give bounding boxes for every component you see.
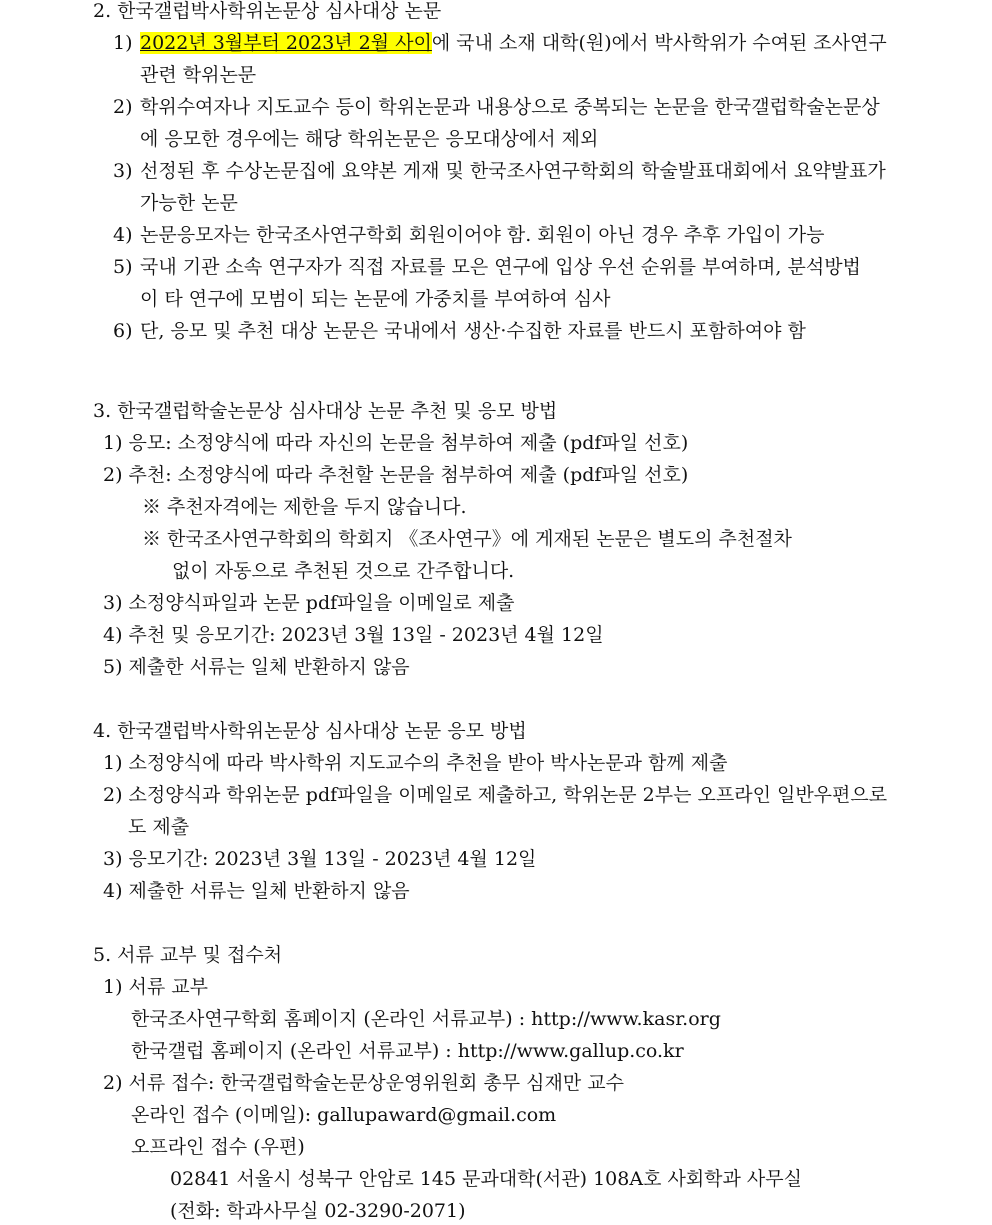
section-4-item-3: 3) 응모기간: 2023년 3월 13일 - 2023년 4월 12일 xyxy=(103,848,537,870)
online-submission-line: 온라인 접수 (이메일): gallupaward@gmail.com xyxy=(131,1104,557,1126)
section-3-item-1: 1) 응모: 소정양식에 따라 자신의 논문을 첨부하여 제출 (pdf파일 선호) xyxy=(103,432,689,454)
offline-submission-line: 오프라인 접수 (우편) xyxy=(131,1136,305,1158)
section-4-item-2: 2) 소정양식과 학위논문 pdf파일을 이메일로 제출하고, 학위논문 2부는 오프라인 일반우편으로 xyxy=(103,784,888,806)
kasr-homepage-line: 한국조사연구학회 홈페이지 (온라인 서류교부) : http://www.kasr.org xyxy=(131,1008,721,1030)
section-4-item-2-continuation: 도 제출 xyxy=(128,816,190,838)
section-5-item-2: 2) 서류 접수: 한국갤럽학술논문상운영위원회 총무 심재만 교수 xyxy=(103,1072,624,1094)
section-3-heading: 3. 한국갤럽학술논문상 심사대상 논문 추천 및 응모 방법 xyxy=(93,400,558,422)
section-3-note-1: ※ 추천자격에는 제한을 두지 않습니다. xyxy=(142,496,467,518)
section-3-item-3: 3) 소정양식파일과 논문 pdf파일을 이메일로 제출 xyxy=(103,592,515,614)
section-2-item-5: 국내 기관 소속 연구자가 직접 자료를 모은 연구에 입상 우선 순위를 부여하며, 분석방법 xyxy=(140,256,861,278)
section-3-note-2-continuation: 없이 자동으로 추천된 것으로 간주합니다. xyxy=(172,560,515,582)
section-2-item-3-continuation: 가능한 논문 xyxy=(140,192,238,214)
section-2-item-5-number: 5) xyxy=(113,256,133,278)
gallup-homepage-line: 한국갤럽 홈페이지 (온라인 서류교부) : http://www.gallup.co.kr xyxy=(131,1040,684,1062)
office-phone: (전화: 학과사무실 02-3290-2071) xyxy=(170,1200,466,1222)
section-2-item-4: 논문응모자는 한국조사연구학회 회원이어야 함. 회원이 아닌 경우 추후 가입이 가능 xyxy=(140,224,825,246)
section-2-item-1-rest: 에 국내 소재 대학(원)에서 박사학위가 수여된 조사연구 xyxy=(431,32,887,54)
highlighted-date-range: 2022년 3월부터 2023년 2월 사이 xyxy=(140,32,432,54)
section-2-item-6: 단, 응모 및 추천 대상 논문은 국내에서 생산·수집한 자료를 반드시 포함하여야 함 xyxy=(140,320,806,342)
section-2-item-2-continuation: 에 응모한 경우에는 해당 학위논문은 응모대상에서 제외 xyxy=(140,128,599,150)
section-2-item-3: 선정된 후 수상논문집에 요약본 게재 및 한국조사연구학회의 학술발표대회에서 요약발표가 xyxy=(140,160,886,182)
section-3-item-4: 4) 추천 및 응모기간: 2023년 3월 13일 - 2023년 4월 12일 xyxy=(103,624,604,646)
section-2-item-1 xyxy=(140,29,887,57)
section-4-heading: 4. 한국갤럽박사학위논문상 심사대상 논문 응모 방법 xyxy=(93,720,527,742)
section-2-item-5-continuation: 이 타 연구에 모범이 되는 논문에 가중치를 부여하여 심사 xyxy=(140,288,611,310)
section-4-item-1: 1) 소정양식에 따라 박사학위 지도교수의 추천을 받아 박사논문과 함께 제출 xyxy=(103,752,728,774)
section-2-item-1-continuation: 관련 학위논문 xyxy=(140,64,257,86)
section-2-item-1-number: 1) xyxy=(113,32,133,54)
section-3-item-2: 2) 추천: 소정양식에 따라 추천할 논문을 첨부하여 제출 (pdf파일 선호) xyxy=(103,464,689,486)
section-2-item-2: 학위수여자나 지도교수 등이 학위논문과 내용상으로 중복되는 논문을 한국갤럽학술논문상 xyxy=(140,96,880,118)
section-5-item-1: 1) 서류 교부 xyxy=(103,976,208,998)
section-5-heading: 5. 서류 교부 및 접수처 xyxy=(93,944,283,966)
section-2-heading: 2. 한국갤럽박사학위논문상 심사대상 논문 xyxy=(93,0,442,22)
section-3-note-2: ※ 한국조사연구학회의 학회지 《조사연구》에 게재된 논문은 별도의 추천절차 xyxy=(142,528,792,550)
section-2-item-2-number: 2) xyxy=(113,96,133,118)
mailing-address: 02841 서울시 성북구 안암로 145 문과대학(서관) 108A호 사회학과 사무실 xyxy=(170,1168,802,1190)
section-3-item-5: 5) 제출한 서류는 일체 반환하지 않음 xyxy=(103,656,410,678)
section-2-item-6-number: 6) xyxy=(113,320,133,342)
section-2-item-3-number: 3) xyxy=(113,160,133,182)
section-4-item-4: 4) 제출한 서류는 일체 반환하지 않음 xyxy=(103,880,410,902)
section-2-item-4-number: 4) xyxy=(113,224,133,246)
